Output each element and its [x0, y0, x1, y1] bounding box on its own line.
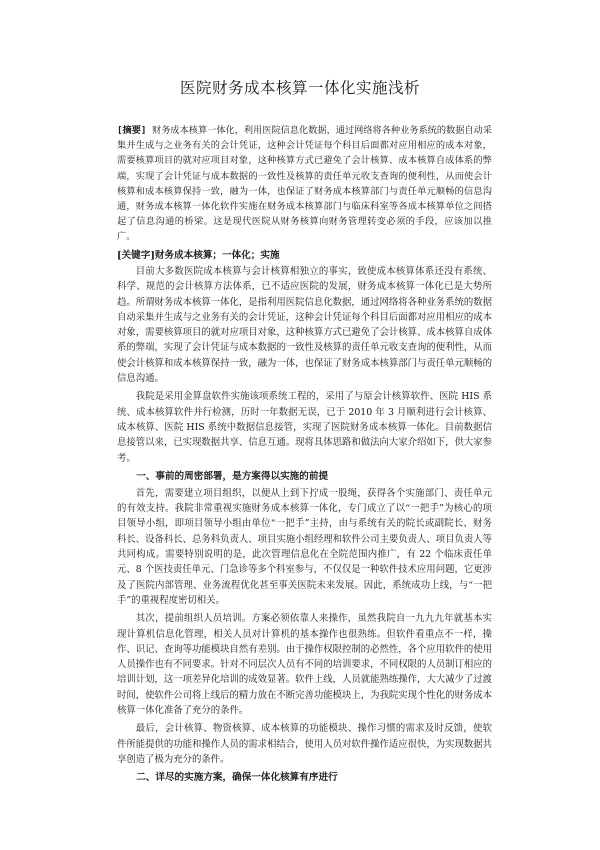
- article-body: [117, 264, 492, 787]
- keywords-text: 财务成本核算；一体化；实施: [154, 250, 280, 261]
- paper-title: 医院财务成本核算一体化实施浅析: [179, 79, 420, 97]
- keywords-label: [关键字]: [117, 250, 155, 261]
- abstract-text: 财务成本核算一体化，利用医院信息化数据，通过网络将各种业务系统的数据自动采集并生成与之业务有关的会计凭证，这种会计凭证每个科目后面都对应用相应的成本对象，需要核算项目的就对应项目对象，这种核算方式已避免了会计核算、成本核算自成体系的弊端，实现了会计凭证与成本数据的一致性及核算的责任单元收支查询的便利性，从而使会计核算和成本核算保持一致，融为一体，也保证了财务成本核算部门与责任单元顺畅的信息沟通，财务成本核算一体化软件实施在财务成本核算部门与临床科室等各成本核算单位之间搭起了信息沟通的桥梁。这是现代医院从财务核算向财务管理转变必须的手段，应该加以推广。: [117, 125, 492, 243]
- section-2-heading: 二、详尽的实施方案，确保一体化核算有序进行: [136, 772, 338, 784]
- keywords: [117, 247, 492, 261]
- section-1-paragraph-1: 首先，需要建立项目组织，以便从上到下拧成一股绳，获得各个实施部门、责任单元的有效支持。我院非常重视实施财务成本核算一体化，专门成立了以“一把手”为核心的项目领导小组，即项目领导小组由单位“一把手”主持，由与系统有关的院长或副院长、财务科长、设备科长、总务科负责人、项目实施小组经理和软件公司主要负责人、项目负责人等共同构成。需要特别说明的是，此次管理信息化在全院范围内推广，有 22 个临床责任单元、8 个医技责任单元、门急诊等多个科室参与，不仅仅是一种软件技术应用问题，它更涉及了医院内部管理、业务流程优化甚至事关医院未来发展。因此，系统成功上线，与“一把手”的重视程度密切相关。: [117, 487, 493, 606]
- abstract: [117, 123, 492, 245]
- abstract-label: [摘要]: [117, 125, 147, 136]
- intro-paragraph-2: 我院是采用金算盘软件实施该项系统工程的，采用了与原会计核算软件、医院 HIS 系统、成本核算软件并行检测，历时一年数据无误，已于 2010 年 3 月顺利进行会计核算、成本核算、医院 HIS 系统中数据信息接管，实现了医院财务成本核算一体化。目前数据信息接管以来，已实现数据共享、信息互通。现将具体思路和做法向大家介绍如下，供大家参考。: [117, 391, 493, 464]
- section-1-paragraph-3: 最后，会计核算、物资核算、成本核算的功能模块、操作习惯的需求及时反馈，使软件所能提供的功能和操作人员的需求相结合，使用人员对软件操作适应很快，为实现数据共享创造了极为充分的条件。: [117, 723, 493, 765]
- intro-paragraph-1: 目前大多数医院成本核算与会计核算相独立的事实，致使成本核算体系还没有系统、科学、规范的会计核算方法体系，已不适应医院的发展，财务成本核算一体化已是大势所趋。所谓财务成本核算一体化，是指利用医院信息化数据，通过网络将各种业务系统的数据自动采集并生成与之业务有关的会计凭证，这种会计凭证每个科目后面都对应用相应的成本对象，需要核算项目的就对应项目对象，这种核算方式已避免了会计核算、成本核算自成体系的弊端，实现了会计凭证与成本数据的一致性及核算的责任单元收支查询的便利性，从而使会计核算和成本核算保持一致，融为一体，也保证了财务成本核算部门与责任单元顺畅的信息沟通。: [117, 266, 493, 385]
- section-1-paragraph-2: 其次，提前组织人员培训。方案必须依靠人来操作，虽然我院自一九九九年就基本实现计算机信息化管理，相关人员对计算机的基本操作也很熟练。但软件看重点不一样，操作、识记、查询等功能模块自然有差别。由于操作权限控制的必然性，各个应用软件的使用人员操作也有不同要求。针对不同层次人员有不同的培训要求，不同权限的人员制订相应的培训计划，这一项差异化培训的成效显著。软件上线，人员就能熟练操作，大大减少了过渡时间，使软件公司将上线后的精力放在不断完善功能模块上，为我院实现个性化的财务成本核算一体化准备了充分的条件。: [117, 613, 493, 717]
- section-1-heading: 一、事前的周密部署，是方案得以实施的前提: [136, 470, 329, 482]
